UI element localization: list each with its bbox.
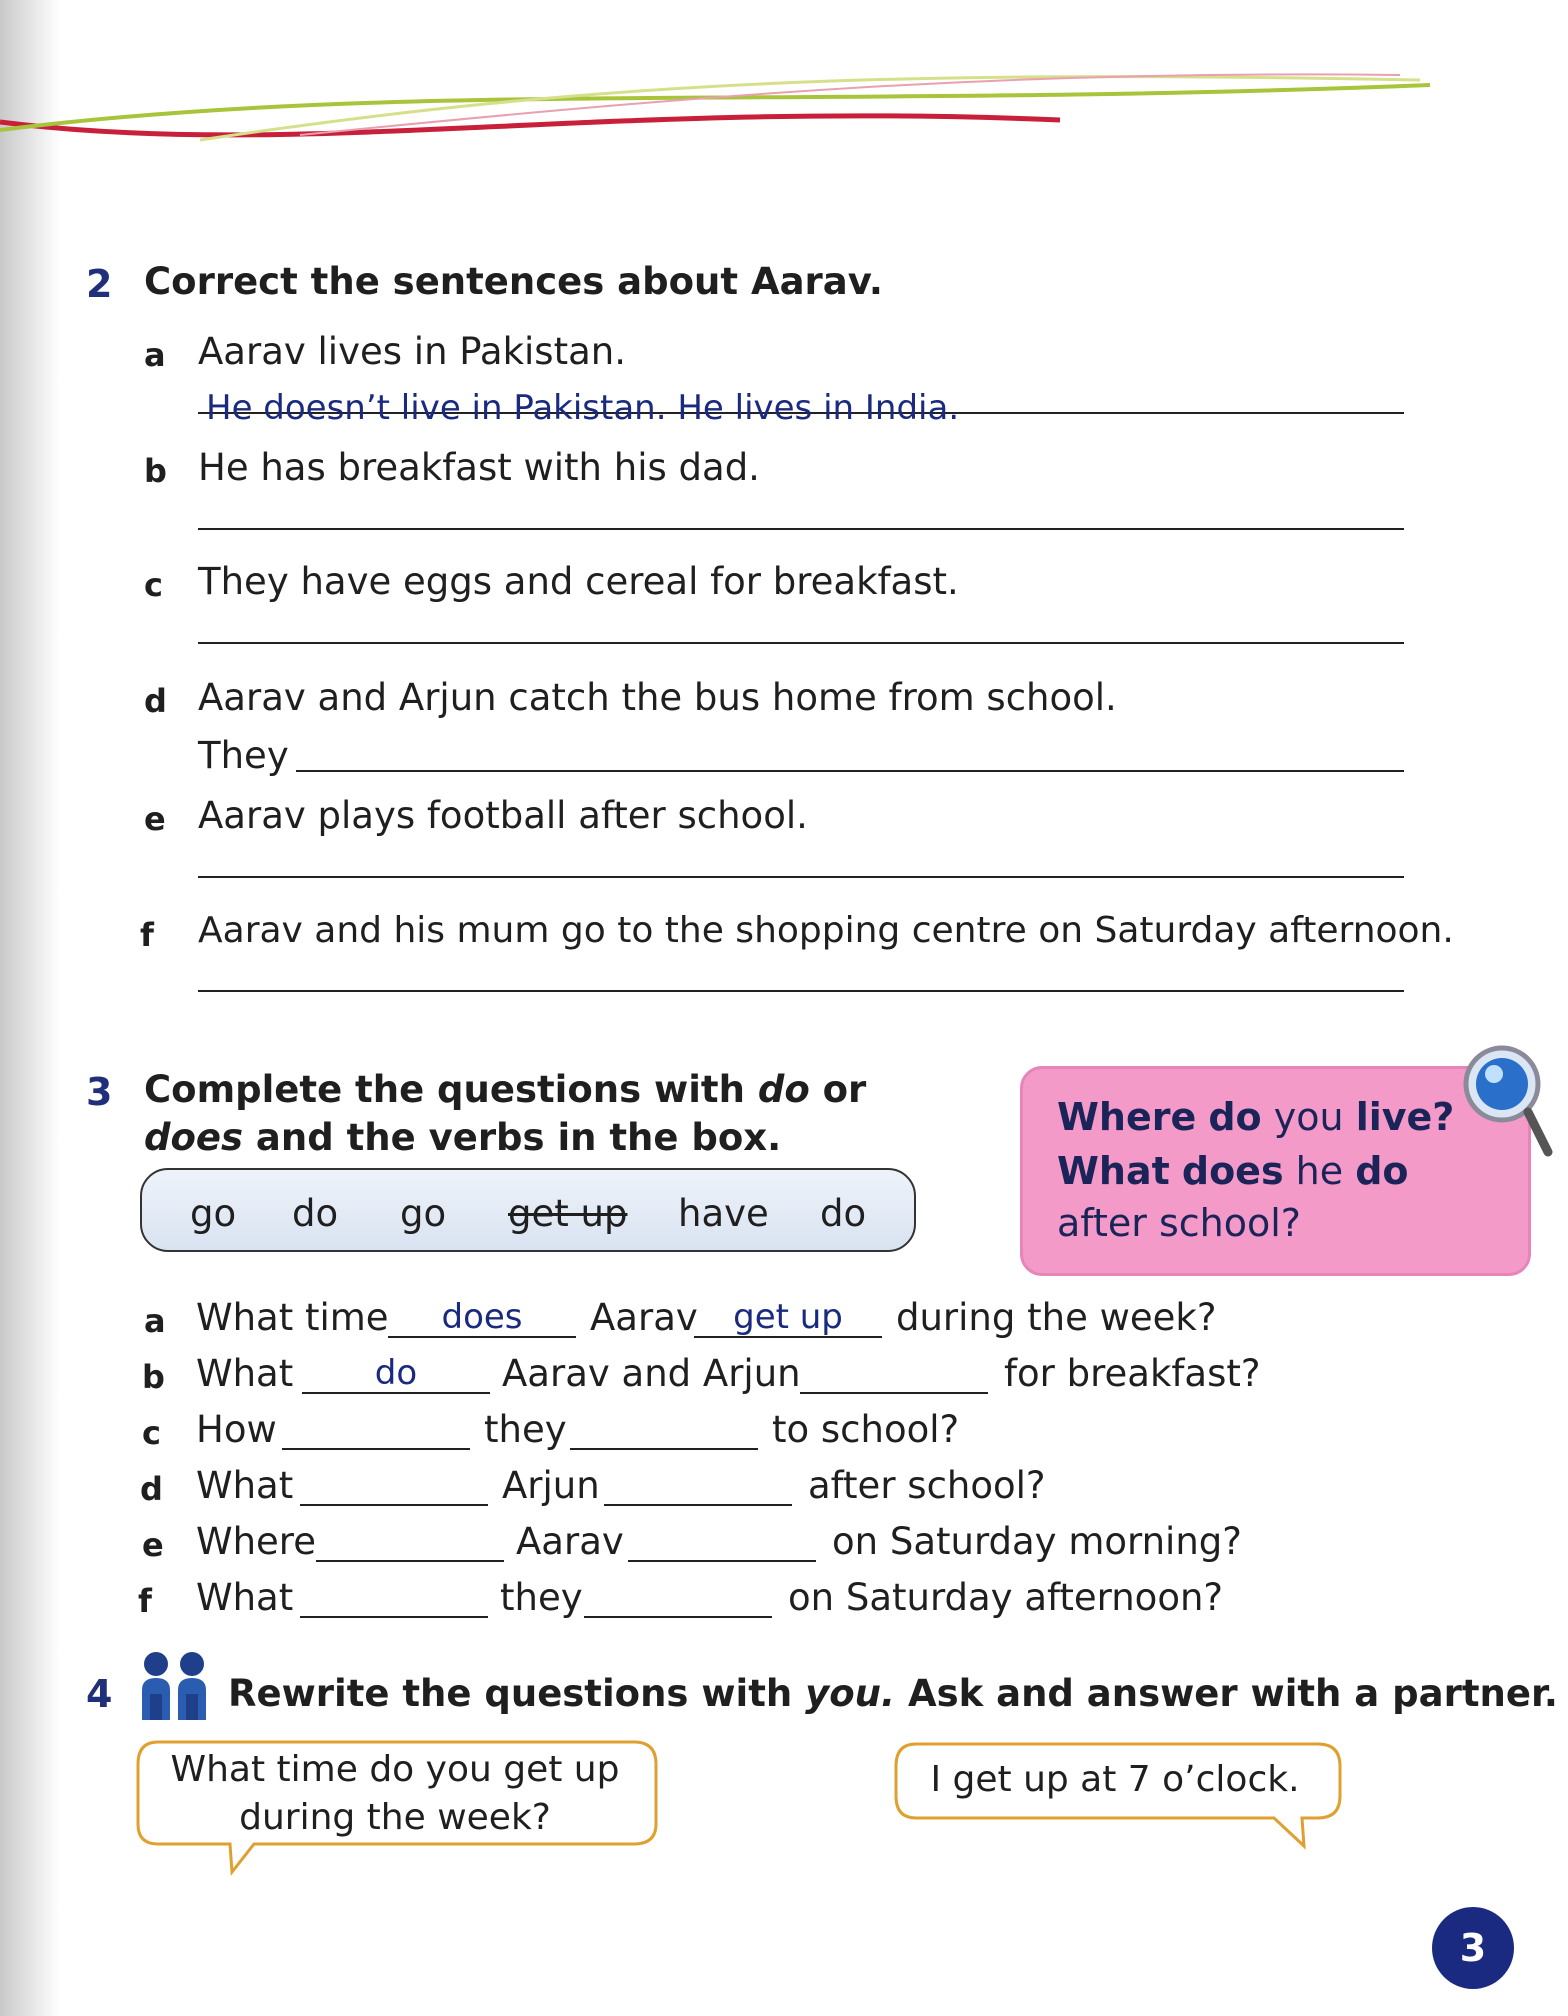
decorative-swoosh [0,40,1568,200]
question-letter: d [140,1470,163,1508]
answer-text: He doesn’t live in Pakistan. He lives in India. [206,388,960,428]
question-word: What [196,1464,294,1507]
question-letter: f [138,1582,152,1620]
magnifying-glass-icon [1458,1040,1554,1160]
blank-answer: does [441,1297,523,1337]
heading-text: and the verbs in the box. [255,1116,782,1159]
heading-does: does [144,1116,244,1159]
question-word: What [196,1352,294,1395]
blank-input[interactable] [300,1576,488,1618]
question-word: Arjun [502,1464,600,1507]
item-letter: a [144,336,166,374]
word-go[interactable]: go [400,1192,447,1235]
exercise-2-heading: Correct the sentences about Aarav. [144,260,883,303]
heading-text: Rewrite the questions with [228,1672,793,1715]
heading-or: or [822,1068,867,1111]
item-letter: e [144,800,166,838]
exercise-4-number: 4 [86,1672,113,1716]
question-word: during the week? [896,1296,1217,1339]
heading-do: do [757,1068,810,1111]
question-word: on Saturday morning? [832,1520,1242,1563]
answer-line[interactable] [296,770,1404,772]
answer-line[interactable] [198,990,1404,992]
question-word: Where [196,1520,316,1563]
item-sentence: Aarav and Arjun catch the bus home from school. [198,676,1117,719]
blank-input[interactable] [388,1296,576,1338]
question-letter: b [142,1358,165,1396]
tip-line-3: after school? [1057,1201,1301,1245]
word-have[interactable]: have [678,1192,769,1235]
word-do[interactable]: do [292,1192,339,1235]
blank-input[interactable] [628,1520,816,1562]
question-word: What [196,1576,294,1619]
page-binding-shadow [0,0,60,2016]
blank-input[interactable] [300,1464,488,1506]
blank-input[interactable] [282,1408,470,1450]
exercise-2-number: 2 [86,262,113,306]
blank-input[interactable] [316,1520,504,1562]
heading-text: Ask and answer with a partner. [907,1672,1558,1715]
blank-input[interactable] [302,1352,490,1394]
blank-input[interactable] [584,1576,772,1618]
heading-you: you. [805,1672,896,1715]
page-number: 3 [1432,1907,1514,1989]
word-get-up-crossed[interactable]: get up [508,1192,628,1235]
item-letter: f [140,916,154,954]
question-word: they [500,1576,583,1619]
answer-line[interactable] [198,876,1404,878]
answer-line[interactable] [198,642,1404,644]
question-word: for breakfast? [1004,1352,1261,1395]
question-word: How [196,1408,277,1451]
blank-input[interactable] [570,1408,758,1450]
question-letter: e [142,1526,164,1564]
blank-answer: do [374,1353,418,1393]
question-letter: a [144,1302,166,1340]
exercise-3-heading-line1 [144,1068,866,1111]
question-word: Aarav [516,1520,624,1563]
word-box [140,1168,916,1252]
tip-line-1: Where do you live? [1057,1095,1455,1139]
question-word: on Saturday afternoon? [788,1576,1224,1619]
word-do[interactable]: do [820,1192,867,1235]
item-letter: c [144,566,163,604]
item-sentence: Aarav lives in Pakistan. [198,330,626,373]
exercise-3-number: 3 [86,1070,113,1114]
answer-line[interactable] [198,528,1404,530]
pair-work-icon [134,1650,214,1722]
item-sentence: They have eggs and cereal for breakfast. [198,560,959,603]
question-word: to school? [772,1408,960,1451]
heading-text: Complete the questions with [144,1068,745,1111]
blank-input[interactable] [604,1464,792,1506]
tip-line-2: What does he do [1057,1149,1409,1193]
exercise-3-heading-line2 [144,1116,781,1159]
word-go[interactable]: go [190,1192,237,1235]
bubble-answer-text: I get up at 7 o’clock. [930,1759,1300,1800]
bubble-question-text [150,1746,640,1842]
item-sentence: Aarav plays football after school. [198,794,808,837]
question-word: Aarav [590,1296,698,1339]
question-word: What time [196,1296,389,1339]
question-word: Aarav and Arjun [502,1352,801,1395]
question-letter: c [142,1414,161,1452]
item-letter: b [144,452,167,490]
answer-prefix: They [198,734,289,777]
question-word: they [484,1408,567,1451]
exercise-4-heading [228,1672,1558,1715]
bubble-line: What time do you get up [170,1749,620,1790]
blank-answer: get up [733,1297,843,1337]
blank-input[interactable] [800,1352,988,1394]
item-sentence: Aarav and his mum go to the shopping centre on Saturday afternoon. [198,910,1454,951]
blank-input[interactable] [694,1296,882,1338]
item-letter: d [144,682,167,720]
grammar-tip-box [1020,1066,1531,1276]
item-sentence: He has breakfast with his dad. [198,446,760,489]
bubble-line: during the week? [239,1797,551,1838]
question-word: after school? [808,1464,1046,1507]
